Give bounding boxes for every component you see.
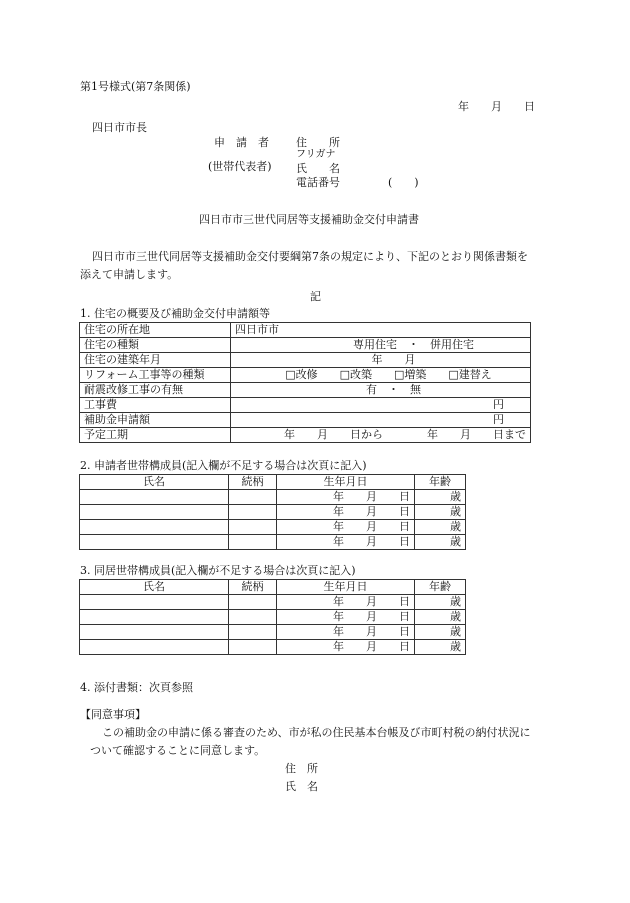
dob-cell[interactable]: 年 月 日 xyxy=(277,595,415,610)
table-row xyxy=(80,520,466,535)
cohabiting-household-table xyxy=(79,579,466,655)
row-value[interactable]: 年 月 日から 年 月 日まで xyxy=(231,428,531,443)
phone-label: 電話番号 xyxy=(296,176,340,189)
age-cell[interactable]: 歳 xyxy=(415,610,466,625)
age-cell[interactable]: 歳 xyxy=(415,535,466,550)
dob-cell[interactable]: 年 月 日 xyxy=(277,640,415,655)
intro-line-2: 添えて申請します。 xyxy=(80,268,179,281)
table-row xyxy=(80,368,531,383)
table-row xyxy=(80,610,466,625)
name-cell[interactable] xyxy=(80,535,229,550)
section2-heading: 2. 申請者世帯構成員(記入欄が不足する場合は次頁に記入) xyxy=(80,459,367,472)
table-row xyxy=(80,640,466,655)
row-label: 住宅の所在地 xyxy=(80,323,231,338)
name-cell[interactable] xyxy=(80,520,229,535)
col-header-name: 氏名 xyxy=(80,475,229,490)
relation-cell[interactable] xyxy=(229,640,277,655)
name-label: 氏 名 xyxy=(296,162,340,175)
relation-cell[interactable] xyxy=(229,610,277,625)
table-header-row xyxy=(80,580,466,595)
housing-overview-table xyxy=(79,322,531,443)
consent-address-label: 住 所 xyxy=(285,762,318,775)
row-label: 住宅の建築年月 xyxy=(80,353,231,368)
col-header-dob: 生年月日 xyxy=(277,580,415,595)
household-label: (世帯代表者) xyxy=(208,160,272,173)
col-header-relation: 続柄 xyxy=(229,580,277,595)
name-cell[interactable] xyxy=(80,610,229,625)
dob-cell[interactable]: 年 月 日 xyxy=(277,490,415,505)
row-value[interactable]: 有 ・ 無 xyxy=(231,383,531,398)
name-cell[interactable] xyxy=(80,505,229,520)
ki-label: 記 xyxy=(310,290,321,303)
applicant-household-table xyxy=(79,474,466,550)
col-header-age: 年齢 xyxy=(415,580,466,595)
consent-line-1: この補助金の申請に係る審査のため、市が私の住民基本台帳及び市町村税の納付状況に xyxy=(102,726,531,739)
table-row xyxy=(80,505,466,520)
address-label: 住 所 xyxy=(296,136,340,149)
row-value[interactable]: 四日市市 xyxy=(231,323,531,338)
table-row xyxy=(80,323,531,338)
age-cell[interactable]: 歳 xyxy=(415,505,466,520)
row-label: 住宅の種類 xyxy=(80,338,231,353)
table-row xyxy=(80,383,531,398)
dob-cell[interactable]: 年 月 日 xyxy=(277,610,415,625)
col-header-relation: 続柄 xyxy=(229,475,277,490)
form-number: 第1号様式(第7条関係) xyxy=(80,80,191,93)
age-cell[interactable]: 歳 xyxy=(415,520,466,535)
relation-cell[interactable] xyxy=(229,490,277,505)
name-cell[interactable] xyxy=(80,595,229,610)
section4-attachments: 4. 添付書類：次頁参照 xyxy=(80,681,193,694)
relation-cell[interactable] xyxy=(229,505,277,520)
table-row xyxy=(80,413,531,428)
consent-name-label: 氏 名 xyxy=(285,780,318,793)
row-label: 補助金申請額 xyxy=(80,413,231,428)
row-label: リフォーム工事等の種類 xyxy=(80,368,231,383)
table-row xyxy=(80,428,531,443)
relation-cell[interactable] xyxy=(229,625,277,640)
relation-cell[interactable] xyxy=(229,595,277,610)
table-row xyxy=(80,595,466,610)
consent-heading: 【同意事項】 xyxy=(80,708,146,721)
intro-line-1: 四日市市三世代同居等支援補助金交付要綱第7条の規定により、下記のとおり関係書類を xyxy=(92,250,528,263)
furigana-label: フリガナ xyxy=(296,149,336,160)
dob-cell[interactable]: 年 月 日 xyxy=(277,535,415,550)
row-label: 耐震改修工事の有無 xyxy=(80,383,231,398)
page-title: 四日市市三世代同居等支援補助金交付申請書 xyxy=(199,213,419,226)
row-value[interactable]: 専用住宅 ・ 併用住宅 xyxy=(231,338,531,353)
row-label: 工事費 xyxy=(80,398,231,413)
section3-heading: 3. 同居世帯構成員(記入欄が不足する場合は次頁に記入) xyxy=(80,564,356,577)
table-row xyxy=(80,625,466,640)
age-cell[interactable]: 歳 xyxy=(415,640,466,655)
age-cell[interactable]: 歳 xyxy=(415,595,466,610)
table-row xyxy=(80,353,531,368)
name-cell[interactable] xyxy=(80,490,229,505)
dob-cell[interactable]: 年 月 日 xyxy=(277,520,415,535)
row-label: 予定工期 xyxy=(80,428,231,443)
row-value[interactable]: 円 xyxy=(231,398,531,413)
addressee: 四日市市長 xyxy=(92,121,147,134)
row-value[interactable]: □改修 □改築 □増築 □建替え xyxy=(231,368,531,383)
age-cell[interactable]: 歳 xyxy=(415,625,466,640)
dob-cell[interactable]: 年 月 日 xyxy=(277,505,415,520)
section1-heading: 1. 住宅の概要及び補助金交付申請額等 xyxy=(80,307,270,320)
table-row xyxy=(80,398,531,413)
name-cell[interactable] xyxy=(80,640,229,655)
relation-cell[interactable] xyxy=(229,520,277,535)
table-row xyxy=(80,338,531,353)
dob-cell[interactable]: 年 月 日 xyxy=(277,625,415,640)
table-row xyxy=(80,490,466,505)
date-line: 年 月 日 xyxy=(458,100,535,113)
age-cell[interactable]: 歳 xyxy=(415,490,466,505)
phone-paren: ( ) xyxy=(388,176,419,189)
table-row xyxy=(80,535,466,550)
applicant-label: 申 請 者 xyxy=(214,136,269,149)
row-value[interactable]: 円 xyxy=(231,413,531,428)
col-header-name: 氏名 xyxy=(80,580,229,595)
col-header-age: 年齢 xyxy=(415,475,466,490)
row-value[interactable]: 年 月 xyxy=(231,353,531,368)
table-header-row xyxy=(80,475,466,490)
consent-line-2: ついて確認することに同意します。 xyxy=(90,744,266,757)
col-header-dob: 生年月日 xyxy=(277,475,415,490)
relation-cell[interactable] xyxy=(229,535,277,550)
name-cell[interactable] xyxy=(80,625,229,640)
